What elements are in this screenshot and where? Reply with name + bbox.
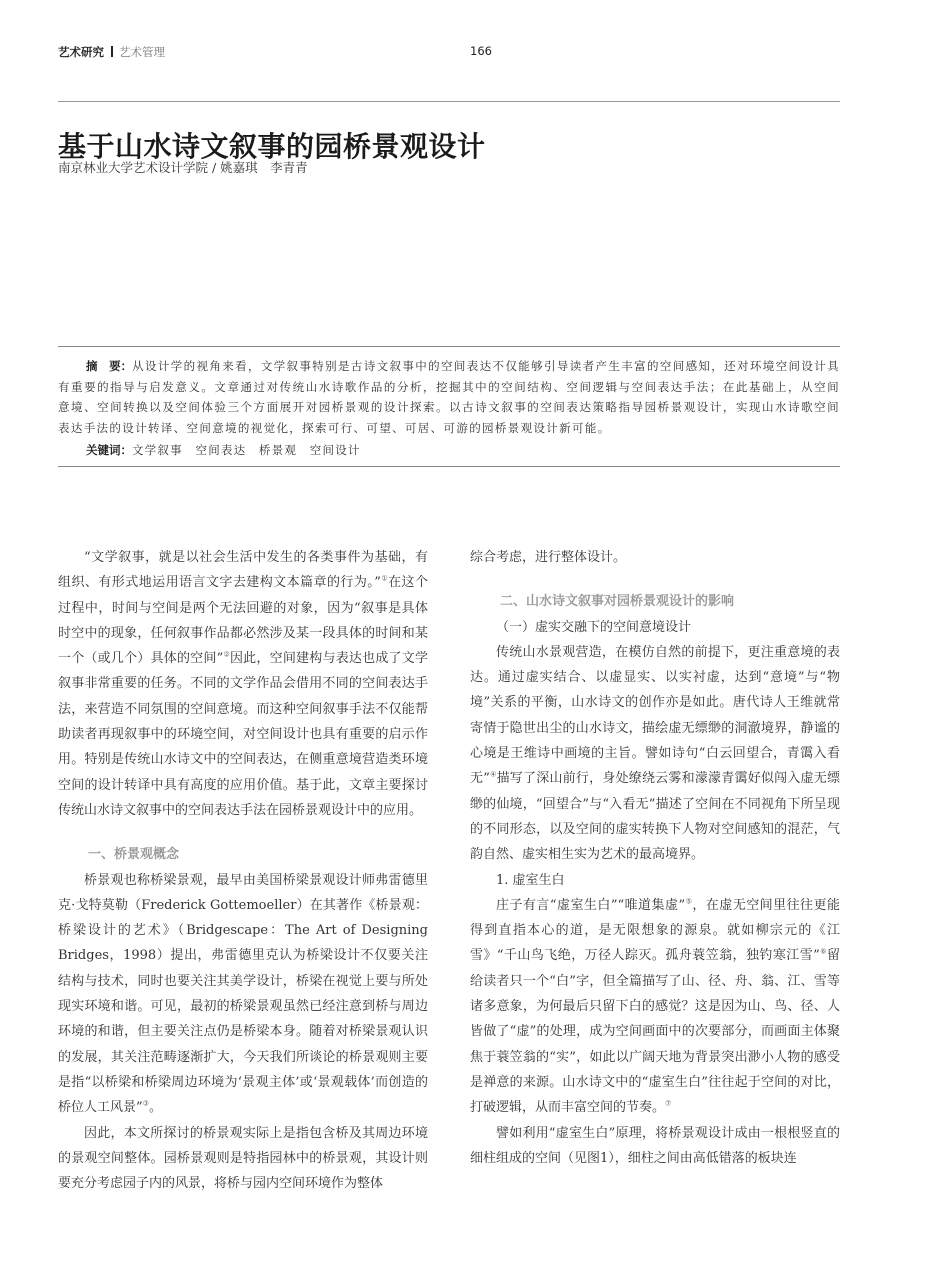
right-column: [470, 545, 840, 1171]
subsubsection-heading: 1. 虚室生白: [496, 872, 565, 888]
intro-text-3: 因此，空间建构与表达也成了文学叙事非常重要的任务。不同的文学作品会借用不同的空间表达手法，来营造不同氛围的空间意境。而这种空间叙事手法不仅能帮助读者再现叙事中的环境空间，对空间设计也具有重要的启示作用。特别是传统山水诗文中的空间表达，在侧重意境营造类环境空间的设计转译中具有高度的应用价值。基于此，文章主要探讨传统山水诗文叙事中的空间表达手法在园桥景观设计中的应用。: [58, 651, 428, 818]
header-rule: [58, 101, 840, 102]
body-text-2: 。: [148, 1100, 162, 1116]
author-affiliation: 南京林业大学艺术设计学院 / 姚嘉琪 李青青: [58, 160, 308, 175]
abstract: [58, 356, 840, 438]
footnote-ref: ②: [223, 650, 230, 659]
intro-paragraph: [58, 545, 428, 823]
article-title: 基于山水诗文叙事的园桥景观设计: [58, 129, 486, 163]
footnote-ref: ④: [489, 771, 497, 780]
abstract-bottom-rule: [58, 466, 840, 467]
footnote-ref: ⑦: [665, 1099, 672, 1108]
left-column: [58, 545, 428, 1196]
keywords: [58, 442, 840, 458]
body-paragraph: [470, 640, 840, 868]
body-text-1: 传统山水景观营造，在模仿自然的前提下，更注重意境的表达。通过虚实结合、以虚显实、以实衬虚，达到“意境”与“物境”关系的平衡，山水诗文的创作亦是如此。唐代诗人王维就常寄情于隐世出尘的山水诗文，描绘虚无缥缈的洞澈境界，静谧的心境是王维诗中画境的主旨。譬如诗句“白云回望合，青霭入看无”: [470, 644, 840, 787]
footnote-ref: ⑤: [685, 897, 693, 906]
body-paragraph: [58, 868, 428, 1121]
page-number: 166: [470, 44, 492, 58]
intro-text-2: 在这个过程中，时间与空间是两个无法回避的对象，因为“叙事是具体时空中的现象，任何叙事作品都必然涉及某一段具体的时间和某一个（或几个）具体的空间”: [58, 575, 428, 667]
body-text-1: 桥景观也称桥梁景观，最早由美国桥梁景观设计师弗雷德里克·戈特莫勒（Frederick Gottemoeller）在其著作《桥景观：桥梁设计的艺术》（Bridgescape：The Art of Designing Bridges，1998）提出，弗雷德里克认为桥梁设计不仅要关注结构与技术，同时也要关注其美学设计，桥梁在视觉上要与所处现实环境和谐。可见，最初的桥梁景观虽然已经注意到桥与周边环境的和谐，但主要关注点仍是桥梁本身。随着对桥梁景观认识的发展，其关注范畴逐渐扩大，今天我们所谈论的桥景观则主要是指“以桥梁和桥梁周边环境为‘景观主体’或‘景观载体’而创造的桥位人工风景”: [58, 872, 428, 1116]
abstract-top-rule: [58, 346, 840, 347]
abstract-label: 摘 要：: [86, 359, 133, 373]
subsection-heading: （一）虚实交融下的空间意境设计: [496, 619, 692, 635]
intro-text-1: “文学叙事，就是以社会生活中发生的各类事件为基础，有组织、有形式地运用语言文字去建构文本篇章的行为。”: [58, 550, 428, 591]
continued-paragraph: 综合考虑，进行整体设计。: [470, 550, 627, 565]
body-paragraph: [470, 893, 840, 1121]
abstract-text: 从设计学的视角来看，文学叙事特别是古诗文叙事中的空间表达不仅能够引导读者产生丰富的空间感知，还对环境空间设计具有重要的指导与启发意义。文章通过对传统山水诗歌作品的分析，挖掘其中的空间结构、空间逻辑与空间表达手法；在此基础上，从空间意境、空间转换以及空间体验三个方面展开对园桥景观的设计探索。以古诗文叙事的空间表达策略指导园桥景观设计，实现山水诗歌空间表达手法的设计转译、空间意境的视觉化，探索可行、可望、可居、可游的园桥景观设计新可能。: [58, 359, 840, 435]
keywords-text: 文学叙事 空间表达 桥景观 空间设计: [132, 443, 361, 457]
body-text-2: ，在虚无空间里往往更能得到直指本心的道，是无限想象的源泉。就如柳宗元的《江雪》“千山鸟飞绝，万径人踪灭。孤舟蓑笠翁，独钓寒江雪”: [470, 897, 840, 964]
page-header: [58, 44, 840, 64]
body-paragraph: 譬如利用“虚室生白”原理，将桥景观设计成由一根根竖直的细柱组成的空间（见图1），细柱之间由高低错落的板块连: [470, 1125, 840, 1166]
section-heading: 一、桥景观概念: [88, 847, 180, 863]
running-head: [58, 44, 165, 60]
body-paragraph: 因此，本文所探讨的桥景观实际上是指包含桥及其周边环境的景观空间整体。园桥景观则是特指园林中的桥景观，其设计则要充分考虑园子内的风景，将桥与园内空间环境作为整体: [58, 1125, 428, 1192]
section-gap: [470, 570, 840, 589]
section-name: 艺术管理: [119, 45, 165, 59]
footnote-ref: ③: [142, 1099, 149, 1108]
keywords-label: 关键词：: [86, 443, 132, 457]
journal-name: 艺术研究: [58, 45, 104, 59]
section-heading: 二、山水诗文叙事对园桥景观设计的影响: [500, 594, 735, 610]
body-text-2: 描写了深山前行，身处缭绕云雾和濛濛青霭好似闯入虚无缥缈的仙境，“回望合”与“入看无”描述了空间在不同视角下所呈现的不同形态，以及空间的虚实转换下人物对空间感知的混茫，气韵自然、虚实相生实为艺术的最高境界。: [470, 771, 840, 863]
section-gap: [58, 823, 428, 842]
footnote-ref: ⑥: [819, 948, 827, 957]
footnote-ref: ①: [380, 574, 389, 583]
body-text-3: 留给读者只一个“白”字，但全篇描写了山、径、舟、翁、江、雪等诸多意象，为何最后只留下白的感觉？这是因为山、鸟、径、人皆做了“虚”的处理，成为空间画面中的次要部分，而画面主体聚焦于蓑笠翁的“实”，如此以广阔天地为背景突出渺小人物的感受是禅意的来源。山水诗文中的“虚室生白”往往起于空间的对比，打破逻辑，从而丰富空间的节奏。: [470, 948, 840, 1116]
header-separator: [111, 46, 113, 57]
body-text-1: 庄子有言“虚室生白”“唯道集虚”: [496, 897, 686, 913]
